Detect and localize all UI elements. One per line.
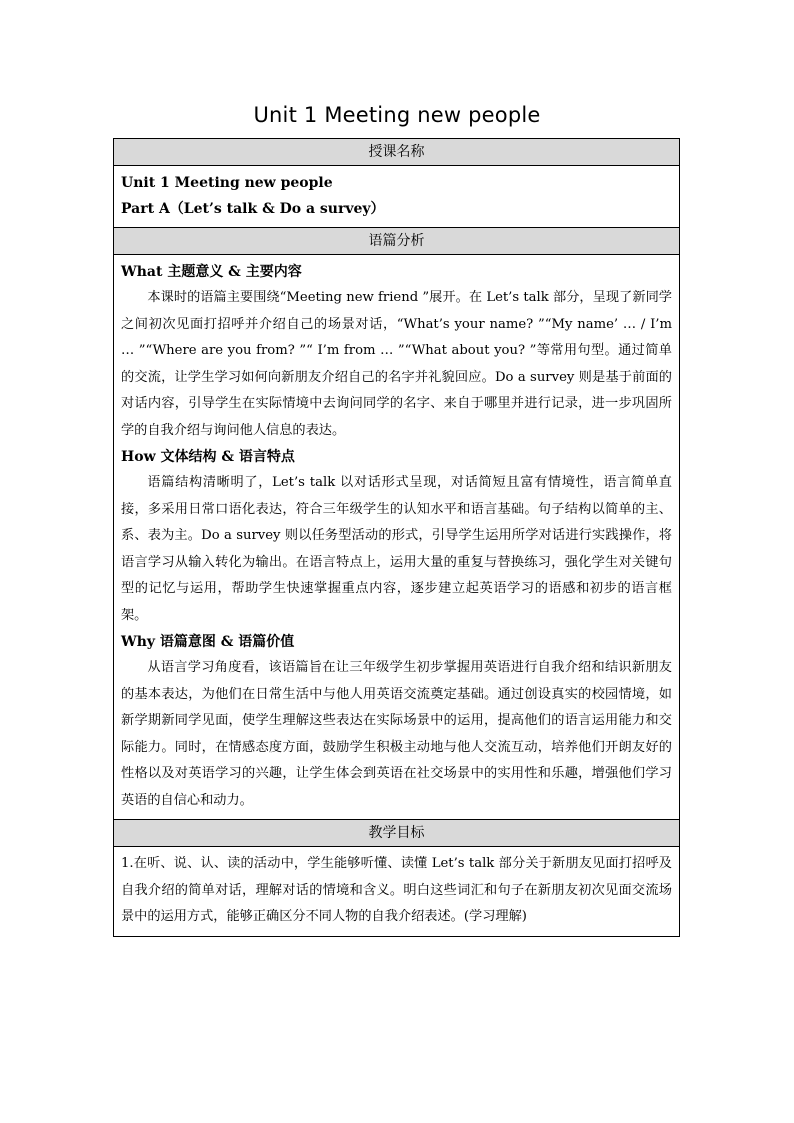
course-name-cell [114, 166, 679, 227]
document-title: Unit 1 Meeting new people [253, 103, 541, 127]
course-name-section [114, 139, 679, 228]
lesson-plan-table [113, 138, 680, 937]
text-analysis-cell [114, 255, 679, 819]
objectives-section [114, 820, 679, 936]
text-analysis-header: 语篇分析 [114, 228, 679, 255]
what-heading: What 主题意义 & 主要内容 [121, 264, 302, 280]
how-body: 语篇结构清晰明了，Let’s talk 以对话形式呈现，对话简短且富有情境性，语言简单直接，多采用日常口语化表达，符合三年级学生的认知水平和语言基础。句子结构以简单的主、系、表为主。Do a survey 则以任务型活动的形式，引导学生运用所学对话进行实践操作，将语言学习从输入转化为输出。在语言特点上，运用大量的重复与替换练习，强化学生对关键句型的记忆与运用，帮助学生快速掌握重点内容，逐步建立起英语学习的语感和初步的语言框架。 [121, 475, 672, 623]
unit-name: Unit 1 Meeting new people [121, 175, 333, 191]
course-name-header: 授课名称 [114, 139, 679, 166]
part-name: Part A（Let’s talk & Do a survey） [121, 201, 385, 217]
objectives-header: 教学目标 [114, 820, 679, 847]
text-analysis-section [114, 228, 679, 820]
why-body: 从语言学习角度看，该语篇旨在让三年级学生初步掌握用英语进行自我介绍和结识新朋友的基本表达，为他们在日常生活中与他人用英语交流奠定基础。通过创设真实的校园情境，如新学期新同学见面，使学生理解这些表达在实际场景中的运用，提高他们的语言运用能力和交际能力。同时，在情感态度方面，鼓励学生积极主动地与他人交流互动，培养他们开朗友好的性格以及对英语学习的兴趣，让学生体会到英语在社交场景中的实用性和乐趣，增强他们学习英语的自信心和动力。 [121, 660, 672, 808]
objective-item-1: 1.在听、说、认、读的活动中，学生能够听懂、读懂 Let’s talk 部分关于新朋友见面打招呼及自我介绍的简单对话，理解对话的情境和含义。明白这些词汇和句子在新朋友初次见面交流场景中的运用方式，能够正确区分不同人物的自我介绍表述。(学习理解) [121, 856, 672, 924]
what-body: 本课时的语篇主要围绕“Meeting new friend ”展开。在 Let’s talk 部分，呈现了新同学之间初次见面打招呼并介绍自己的场景对话，“What’s your name? ”“My name’ … / I’m … ”“Where are you from? ”“ I’m from … ”“What about you? ”等常用句型。通过简单的交流，让学生学习如何向新朋友介绍自己的名字并礼貌回应。Do a survey 则是基于前面的对话内容，引导学生在实际情境中去询问同学的名字、来自于哪里并进行记录，进一步巩固所学的自我介绍与询问他人信息的表达。 [121, 290, 672, 438]
why-heading: Why 语篇意图 & 语篇价值 [121, 634, 295, 650]
how-heading: How 文体结构 & 语言特点 [121, 449, 295, 465]
objectives-cell [114, 847, 679, 936]
